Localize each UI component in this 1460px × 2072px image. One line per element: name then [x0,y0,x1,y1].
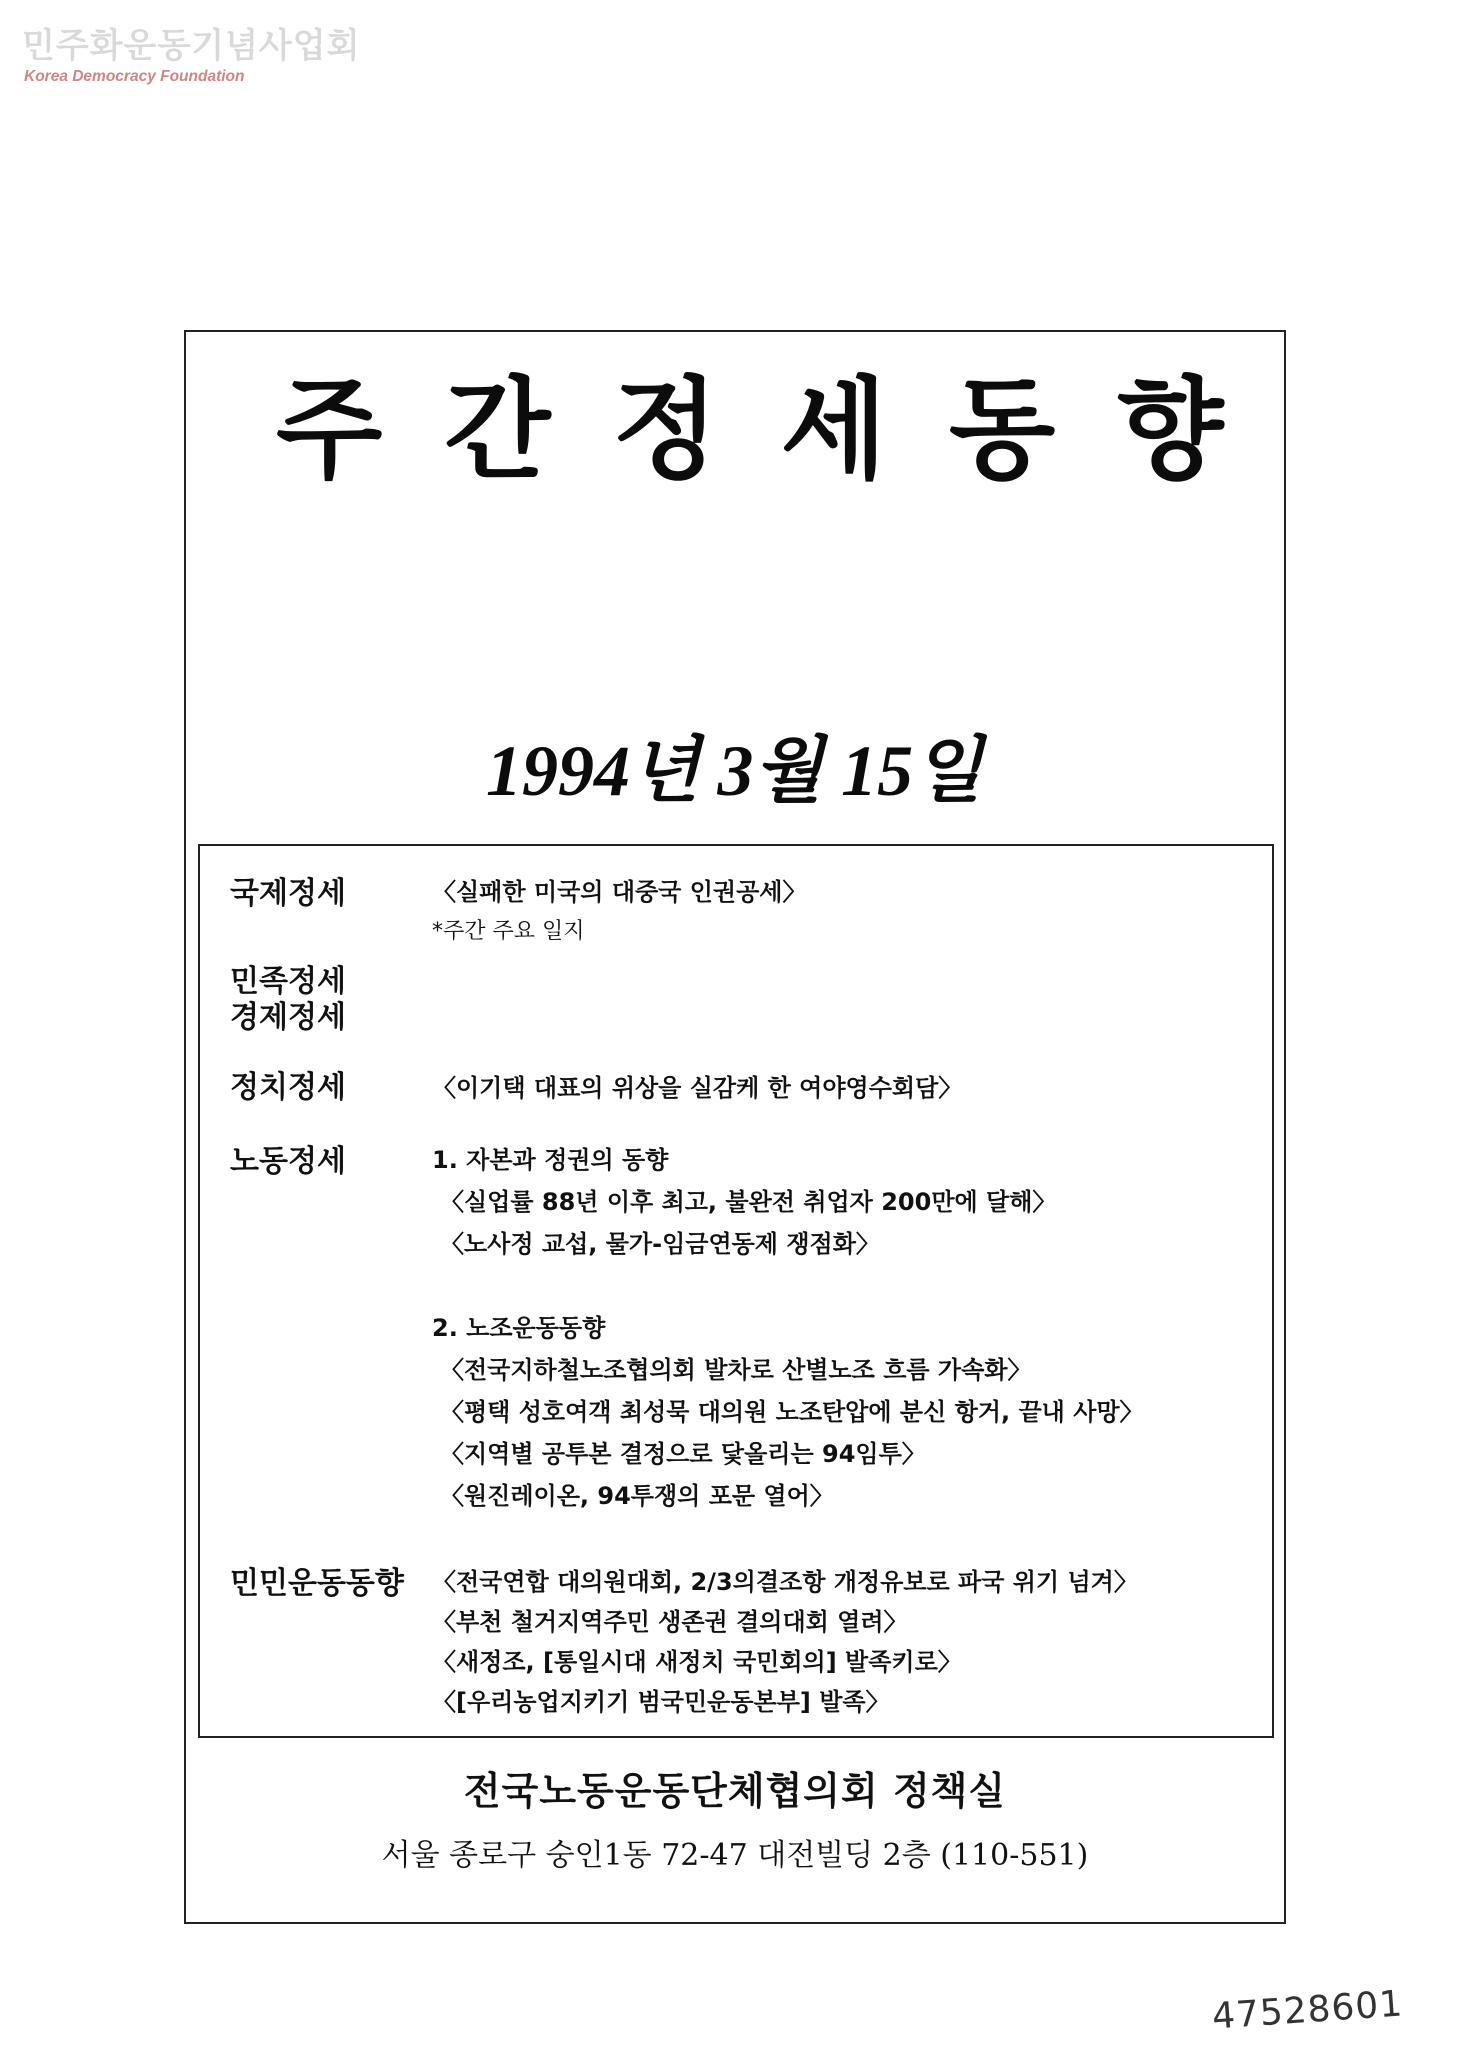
section-label-politics: 정치정세 [230,1070,346,1105]
toc-item: 〈원진레이온, 94투쟁의 포문 열어〉 [440,1482,834,1510]
section-label-economy: 경제정세 [230,1000,346,1035]
toc-subheading: 1. 자본과 정권의 동향 [432,1146,669,1174]
table-of-contents [198,844,1274,1738]
toc-item: 〈[우리농업지키기 범국민운동본부] 발족〉 [432,1688,890,1716]
cover-frame [184,330,1286,1924]
toc-item: 〈노사정 교섭, 물가-임금연동제 쟁점화〉 [440,1230,880,1258]
issue-date: 1994년 3월 15일 [486,731,983,811]
watermark-english: Korea Democracy Foundation [24,68,245,85]
publisher-name: 전국노동운동단체협의회 정책실 [463,1769,1007,1813]
section-label-national: 민족정세 [230,964,346,999]
watermark-korean: 민주화운동기념사업회 [22,26,361,66]
toc-item: 〈실업률 88년 이후 최고, 불완전 취업자 200만에 달해〉 [440,1188,1057,1216]
toc-item: 〈실패한 미국의 대중국 인권공세〉 [432,878,807,906]
handwritten-archive-number: 47528601 [1210,1983,1405,2038]
document-title: 주간정세동향 [276,366,1286,494]
section-label-international: 국제정세 [230,876,346,911]
toc-item: 〈부천 철거지역주민 생존권 결의대회 열려〉 [432,1608,908,1636]
toc-subheading: 2. 노조운동동향 [432,1314,606,1342]
section-label-labor: 노동정세 [230,1144,346,1179]
toc-item: *주간 주요 일지 [432,919,585,944]
toc-item: 〈지역별 공투본 결정으로 닻올리는 94임투〉 [440,1440,926,1468]
foundation-watermark [22,18,360,86]
toc-item: 〈이기택 대표의 위상을 실감케 한 여야영수회담〉 [432,1074,963,1102]
toc-item: 〈전국연합 대의원대회, 2/3의결조항 개정유보로 파국 위기 넘겨〉 [432,1568,1138,1596]
toc-item: 〈전국지하철노조협의회 발차로 산별노조 흐름 가속화〉 [440,1356,1032,1384]
toc-item: 〈평택 성호여객 최성묵 대의원 노조탄압에 분신 항거, 끝내 사망〉 [440,1398,1144,1426]
section-label-civic-movement: 민민운동동향 [230,1566,404,1601]
toc-item: 〈새정조, [통일시대 새정치 국민회의] 발족키로〉 [432,1648,962,1676]
publisher-address: 서울 종로구 숭인1동 72-47 대전빌딩 2층 (110-551) [381,1838,1089,1873]
